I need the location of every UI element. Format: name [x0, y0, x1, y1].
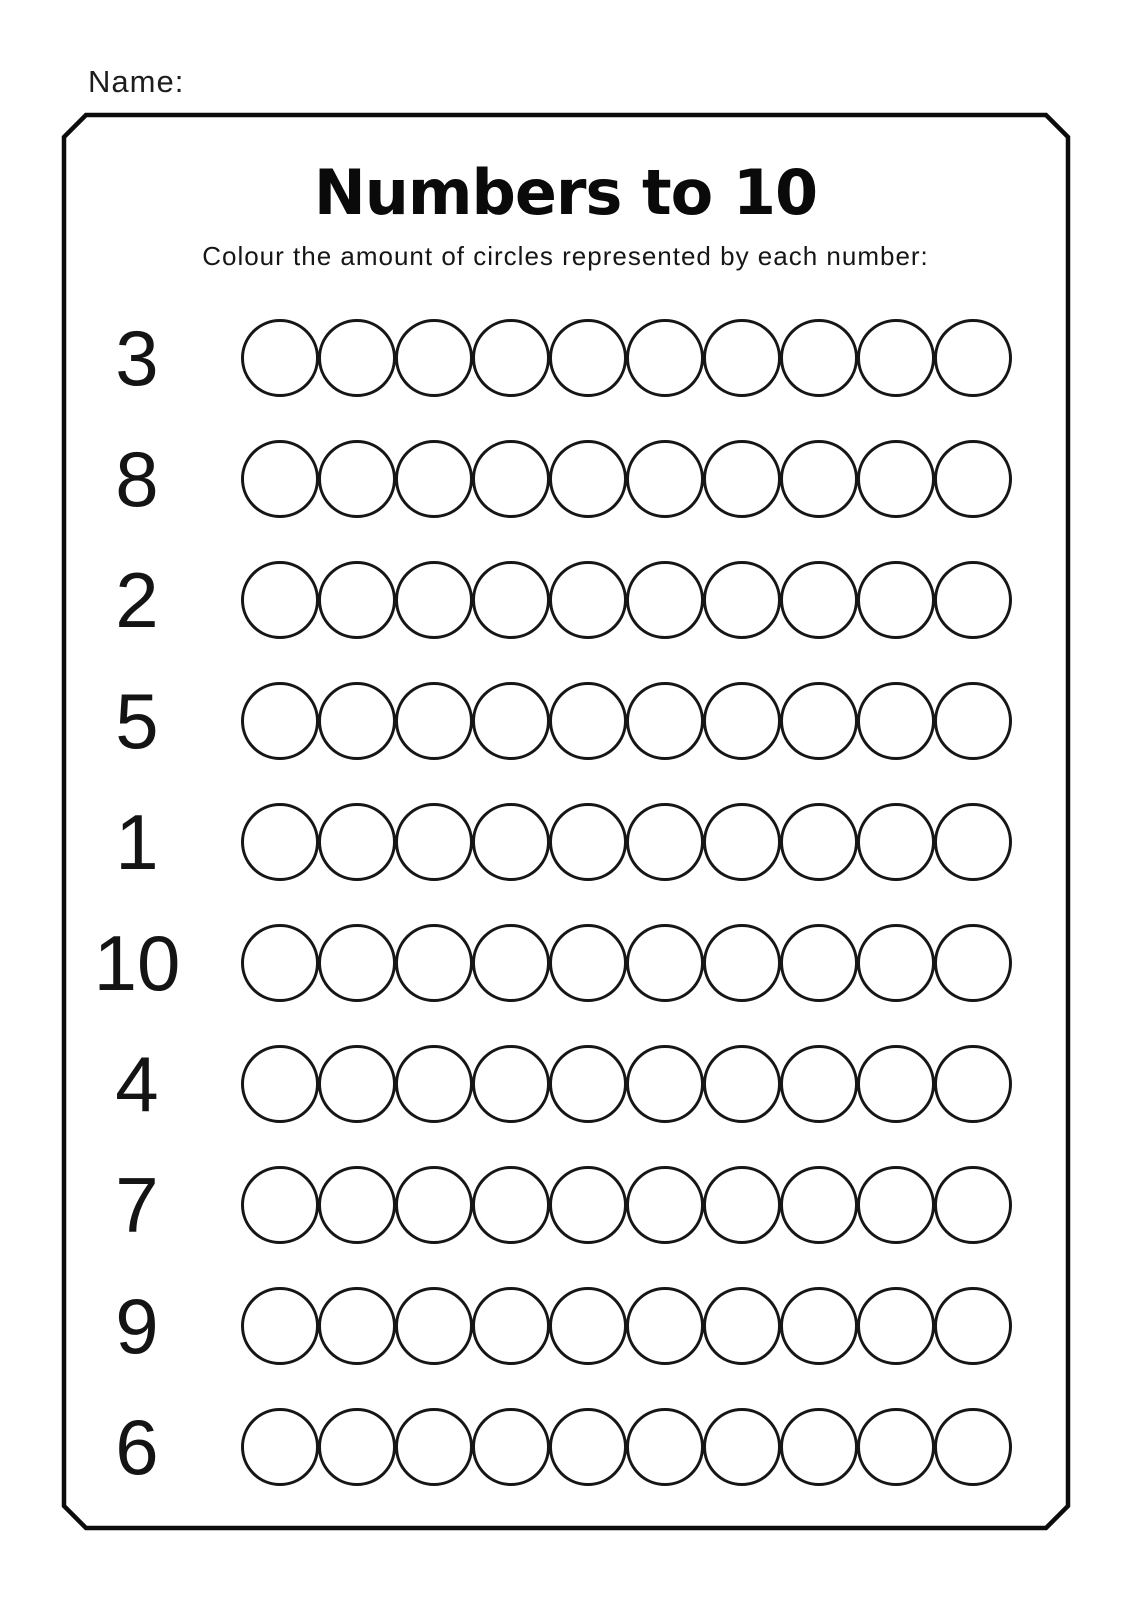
colorable-circle[interactable]: [395, 440, 473, 518]
colorable-circle[interactable]: [472, 440, 550, 518]
colorable-circle[interactable]: [318, 561, 396, 639]
colorable-circle[interactable]: [934, 1166, 1012, 1244]
colorable-circle[interactable]: [780, 1166, 858, 1244]
colorable-circle[interactable]: [780, 1408, 858, 1486]
colorable-circle[interactable]: [934, 1408, 1012, 1486]
colorable-circle[interactable]: [857, 561, 935, 639]
colorable-circle[interactable]: [395, 561, 473, 639]
circle-strip: [241, 1045, 1012, 1123]
circle-strip: [241, 440, 1012, 518]
colorable-circle[interactable]: [857, 1166, 935, 1244]
colorable-circle[interactable]: [780, 803, 858, 881]
colorable-circle[interactable]: [626, 1287, 704, 1365]
colorable-circle[interactable]: [549, 1287, 627, 1365]
name-label: Name:: [88, 64, 185, 99]
colorable-circle[interactable]: [241, 1166, 319, 1244]
colorable-circle[interactable]: [703, 1287, 781, 1365]
colorable-circle[interactable]: [472, 924, 550, 1002]
number-row: [64, 1144, 1068, 1265]
colorable-circle[interactable]: [934, 924, 1012, 1002]
colorable-circle[interactable]: [703, 1166, 781, 1244]
colorable-circle[interactable]: [703, 924, 781, 1002]
colorable-circle[interactable]: [472, 1408, 550, 1486]
colorable-circle[interactable]: [703, 561, 781, 639]
colorable-circle[interactable]: [395, 1045, 473, 1123]
number-row: [64, 1023, 1068, 1144]
row-number-label: 8: [115, 434, 159, 523]
colorable-circle[interactable]: [395, 319, 473, 397]
colorable-circle[interactable]: [857, 440, 935, 518]
colorable-circle[interactable]: [549, 561, 627, 639]
circle-strip: [241, 924, 1012, 1002]
colorable-circle[interactable]: [626, 1166, 704, 1244]
colorable-circle[interactable]: [318, 1166, 396, 1244]
colorable-circle[interactable]: [780, 1045, 858, 1123]
colorable-circle[interactable]: [318, 924, 396, 1002]
colorable-circle[interactable]: [549, 924, 627, 1002]
colorable-circle[interactable]: [549, 682, 627, 760]
colorable-circle[interactable]: [241, 561, 319, 639]
colorable-circle[interactable]: [472, 682, 550, 760]
row-number-label: 1: [115, 797, 159, 886]
colorable-circle[interactable]: [626, 561, 704, 639]
colorable-circle[interactable]: [549, 1166, 627, 1244]
colorable-circle[interactable]: [703, 1045, 781, 1123]
colorable-circle[interactable]: [395, 682, 473, 760]
row-number-label: 6: [115, 1402, 159, 1491]
colorable-circle[interactable]: [472, 561, 550, 639]
colorable-circle[interactable]: [549, 319, 627, 397]
colorable-circle[interactable]: [241, 682, 319, 760]
colorable-circle[interactable]: [472, 1287, 550, 1365]
colorable-circle[interactable]: [934, 1045, 1012, 1123]
colorable-circle[interactable]: [857, 1045, 935, 1123]
number-row: [64, 297, 1068, 418]
colorable-circle[interactable]: [241, 1045, 319, 1123]
colorable-circle[interactable]: [703, 1408, 781, 1486]
colorable-circle[interactable]: [395, 1287, 473, 1365]
colorable-circle[interactable]: [318, 682, 396, 760]
colorable-circle[interactable]: [857, 1408, 935, 1486]
number-row: [64, 902, 1068, 1023]
colorable-circle[interactable]: [241, 803, 319, 881]
colorable-circle[interactable]: [318, 1045, 396, 1123]
rows: [64, 297, 1068, 1507]
colorable-circle[interactable]: [549, 1408, 627, 1486]
colorable-circle[interactable]: [549, 1045, 627, 1123]
colorable-circle[interactable]: [934, 561, 1012, 639]
number-row: [64, 1386, 1068, 1507]
colorable-circle[interactable]: [395, 924, 473, 1002]
page-title: Numbers to 10: [313, 156, 818, 229]
row-number-label: 5: [115, 676, 159, 765]
row-number-label: 9: [115, 1281, 159, 1370]
row-number-label: 10: [93, 918, 181, 1007]
circle-strip: [241, 803, 1012, 881]
colorable-circle[interactable]: [395, 1166, 473, 1244]
colorable-circle[interactable]: [780, 561, 858, 639]
circle-strip: [241, 1166, 1012, 1244]
colorable-circle[interactable]: [780, 319, 858, 397]
colorable-circle[interactable]: [241, 924, 319, 1002]
number-row: [64, 418, 1068, 539]
colorable-circle[interactable]: [857, 803, 935, 881]
colorable-circle[interactable]: [472, 1045, 550, 1123]
circle-strip: [241, 319, 1012, 397]
colorable-circle[interactable]: [703, 803, 781, 881]
colorable-circle[interactable]: [626, 1045, 704, 1123]
number-row: [64, 539, 1068, 660]
colorable-circle[interactable]: [780, 440, 858, 518]
colorable-circle[interactable]: [241, 1287, 319, 1365]
colorable-circle[interactable]: [934, 440, 1012, 518]
colorable-circle[interactable]: [780, 1287, 858, 1365]
colorable-circle[interactable]: [549, 803, 627, 881]
colorable-circle[interactable]: [241, 1408, 319, 1486]
colorable-circle[interactable]: [780, 682, 858, 760]
colorable-circle[interactable]: [934, 1287, 1012, 1365]
row-number-label: 2: [115, 555, 159, 644]
colorable-circle[interactable]: [472, 1166, 550, 1244]
colorable-circle[interactable]: [934, 319, 1012, 397]
colorable-circle[interactable]: [626, 803, 704, 881]
colorable-circle[interactable]: [780, 924, 858, 1002]
colorable-circle[interactable]: [934, 682, 1012, 760]
colorable-circle[interactable]: [703, 682, 781, 760]
number-row: [64, 781, 1068, 902]
colorable-circle[interactable]: [857, 1287, 935, 1365]
colorable-circle[interactable]: [626, 440, 704, 518]
colorable-circle[interactable]: [241, 440, 319, 518]
colorable-circle[interactable]: [857, 319, 935, 397]
circle-strip: [241, 1287, 1012, 1365]
colorable-circle[interactable]: [626, 1408, 704, 1486]
colorable-circle[interactable]: [241, 319, 319, 397]
colorable-circle[interactable]: [318, 1408, 396, 1486]
colorable-circle[interactable]: [703, 319, 781, 397]
colorable-circle[interactable]: [318, 319, 396, 397]
circle-strip: [241, 561, 1012, 639]
colorable-circle[interactable]: [472, 319, 550, 397]
colorable-circle[interactable]: [318, 803, 396, 881]
row-number-label: 7: [115, 1160, 159, 1249]
colorable-circle[interactable]: [472, 803, 550, 881]
colorable-circle[interactable]: [318, 1287, 396, 1365]
colorable-circle[interactable]: [395, 1408, 473, 1486]
colorable-circle[interactable]: [857, 682, 935, 760]
colorable-circle[interactable]: [857, 924, 935, 1002]
circle-strip: [241, 1408, 1012, 1486]
circle-strip: [241, 682, 1012, 760]
colorable-circle[interactable]: [626, 924, 704, 1002]
colorable-circle[interactable]: [703, 440, 781, 518]
colorable-circle[interactable]: [934, 803, 1012, 881]
row-number-label: 4: [115, 1039, 159, 1128]
colorable-circle[interactable]: [395, 803, 473, 881]
number-row: [64, 1265, 1068, 1386]
number-row: [64, 660, 1068, 781]
colorable-circle[interactable]: [626, 319, 704, 397]
row-number-label: 3: [115, 313, 159, 402]
colorable-circle[interactable]: [626, 682, 704, 760]
instruction-text: Colour the amount of circles represented by each number:: [202, 241, 929, 271]
colorable-circle[interactable]: [549, 440, 627, 518]
colorable-circle[interactable]: [318, 440, 396, 518]
